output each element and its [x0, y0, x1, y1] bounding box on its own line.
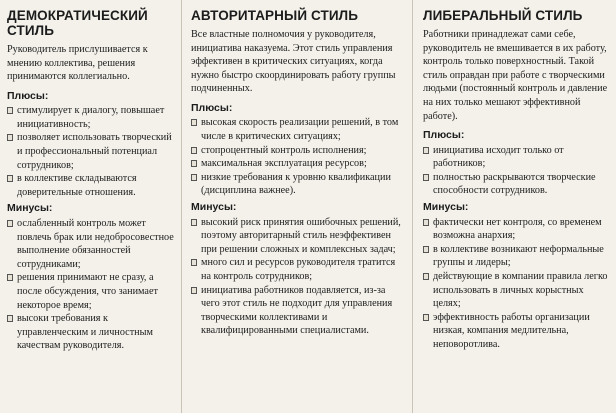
list-item	[423, 270, 610, 311]
pros-label: Плюсы:	[7, 89, 49, 102]
cons-list	[7, 217, 175, 353]
checkbox-bullet-icon	[423, 246, 429, 253]
list-item-text: высоки требования к управленческим и личностным качествам руководителя.	[17, 313, 153, 352]
pros-list	[7, 104, 175, 199]
column-liberal	[413, 0, 616, 413]
list-item-text: стопроцентный контроль исполнения;	[201, 144, 367, 156]
list-item	[191, 171, 406, 198]
list-item	[191, 216, 406, 257]
list-item-text: стимулирует к диалогу, повышает инициативность;	[17, 105, 165, 130]
list-item	[423, 311, 610, 352]
cons-label: Минусы:	[7, 202, 53, 215]
list-item	[191, 157, 406, 171]
list-item	[423, 144, 610, 171]
column-title: ЛИБЕРАЛЬНЫЙ СТИЛЬ	[423, 8, 583, 23]
pros-list	[191, 116, 406, 198]
checkbox-bullet-icon	[191, 259, 197, 266]
list-item-text: инициатива работников подавляется, из-за чего этот стиль не подходит для управления творческими коллективами и квалифицированными специалистами.	[201, 284, 393, 337]
list-item-text: низкие требования к уровню квалификации (дисциплина важнее).	[201, 171, 391, 197]
checkbox-bullet-icon	[191, 119, 197, 126]
list-item	[191, 144, 406, 158]
column-intro: Руководитель прислушивается к мнению коллектива, решения принимаются коллегиально.	[7, 44, 148, 83]
cons-list	[423, 216, 610, 352]
checkbox-bullet-icon	[423, 273, 429, 280]
list-item-text: в коллективе возникают неформальные группы и лидеры;	[433, 243, 604, 269]
checkbox-bullet-icon	[423, 174, 429, 181]
list-item	[423, 243, 610, 270]
list-item-text: фактически нет контроля, со временем возможна анархия;	[433, 216, 602, 242]
column-title: АВТОРИТАРНЫЙ СТИЛЬ	[191, 8, 359, 23]
pros-label: Плюсы:	[191, 101, 233, 114]
checkbox-bullet-icon	[7, 274, 13, 281]
list-item-text: инициатива исходит только от работников;	[433, 144, 564, 170]
column-intro: Все властные полномочия у руководителя, инициатива наказуема. Этот стиль управления эффективен в критических ситуациях, когда нужно быстро скоординировать работу группы подчиненных.	[191, 29, 396, 95]
cons-label: Минусы:	[423, 201, 469, 214]
pros-label: Плюсы:	[423, 129, 465, 142]
list-item-text: решения принимают не сразу, а после обсуждения, что занимает некоторое время;	[17, 272, 158, 311]
list-item	[423, 171, 610, 198]
column-intro: Работники принадлежат сами себе, руководитель не вмешивается в их работу, контроль только поверхностный. Такой стиль оправдан при работе с творческими людьми (постоянный контроль и давление на них только мешают эффективной работе).	[423, 29, 608, 122]
checkbox-bullet-icon	[7, 220, 13, 227]
list-item-text: ослабленный контроль может повлечь брак или недобросовестное выполнение обязанностей сотрудниками;	[17, 217, 174, 270]
list-item-text: высокая скорость реализации решений, в том числе в критических ситуациях;	[201, 117, 399, 143]
list-item-text: максимальная эксплуатация ресурсов;	[201, 158, 367, 170]
checkbox-bullet-icon	[423, 219, 429, 226]
column-democratic	[0, 0, 181, 413]
list-item	[7, 172, 175, 199]
list-item-text: позволяет использовать творческий и профессиональный потенциал сотрудников;	[17, 132, 172, 171]
list-item	[7, 131, 175, 172]
checkbox-bullet-icon	[7, 107, 13, 114]
list-item	[7, 104, 175, 131]
checkbox-bullet-icon	[191, 147, 197, 154]
checkbox-bullet-icon	[423, 314, 429, 321]
list-item-text: полностью раскрываются творческие способности сотрудников.	[433, 171, 596, 197]
pros-list	[423, 144, 610, 198]
list-item	[7, 312, 175, 353]
checkbox-bullet-icon	[191, 174, 197, 181]
cons-list	[191, 216, 406, 338]
column-title: ДЕМОКРАТИЧЕСКИЙ СТИЛЬ	[7, 8, 148, 38]
checkbox-bullet-icon	[7, 175, 13, 182]
checkbox-bullet-icon	[191, 287, 197, 294]
list-item-text: действующие в компании правила легко использовать в личных корыстных целях;	[433, 270, 608, 310]
list-item	[423, 216, 610, 243]
list-item	[191, 256, 406, 283]
column-authoritarian	[181, 0, 413, 413]
list-item-text: много сил и ресурсов руководителя тратится на контроль сотрудников;	[201, 257, 396, 282]
cons-label: Минусы:	[191, 201, 237, 214]
list-item	[7, 271, 175, 312]
checkbox-bullet-icon	[191, 219, 197, 226]
list-item-text: высокий риск принятия ошибочных решений, поэтому авторитарный стиль неэффективен при решении сложных и комплексных задач;	[201, 216, 401, 255]
checkbox-bullet-icon	[191, 160, 197, 167]
list-item	[7, 217, 175, 271]
list-item	[191, 116, 406, 143]
checkbox-bullet-icon	[7, 134, 13, 141]
list-item-text: в коллективе складываются доверительные отношения.	[17, 173, 137, 198]
checkbox-bullet-icon	[7, 315, 13, 322]
checkbox-bullet-icon	[423, 147, 429, 154]
list-item-text: эффективность работы организации низкая, компания медлительна, неповоротлива.	[433, 311, 590, 350]
list-item	[191, 284, 406, 338]
